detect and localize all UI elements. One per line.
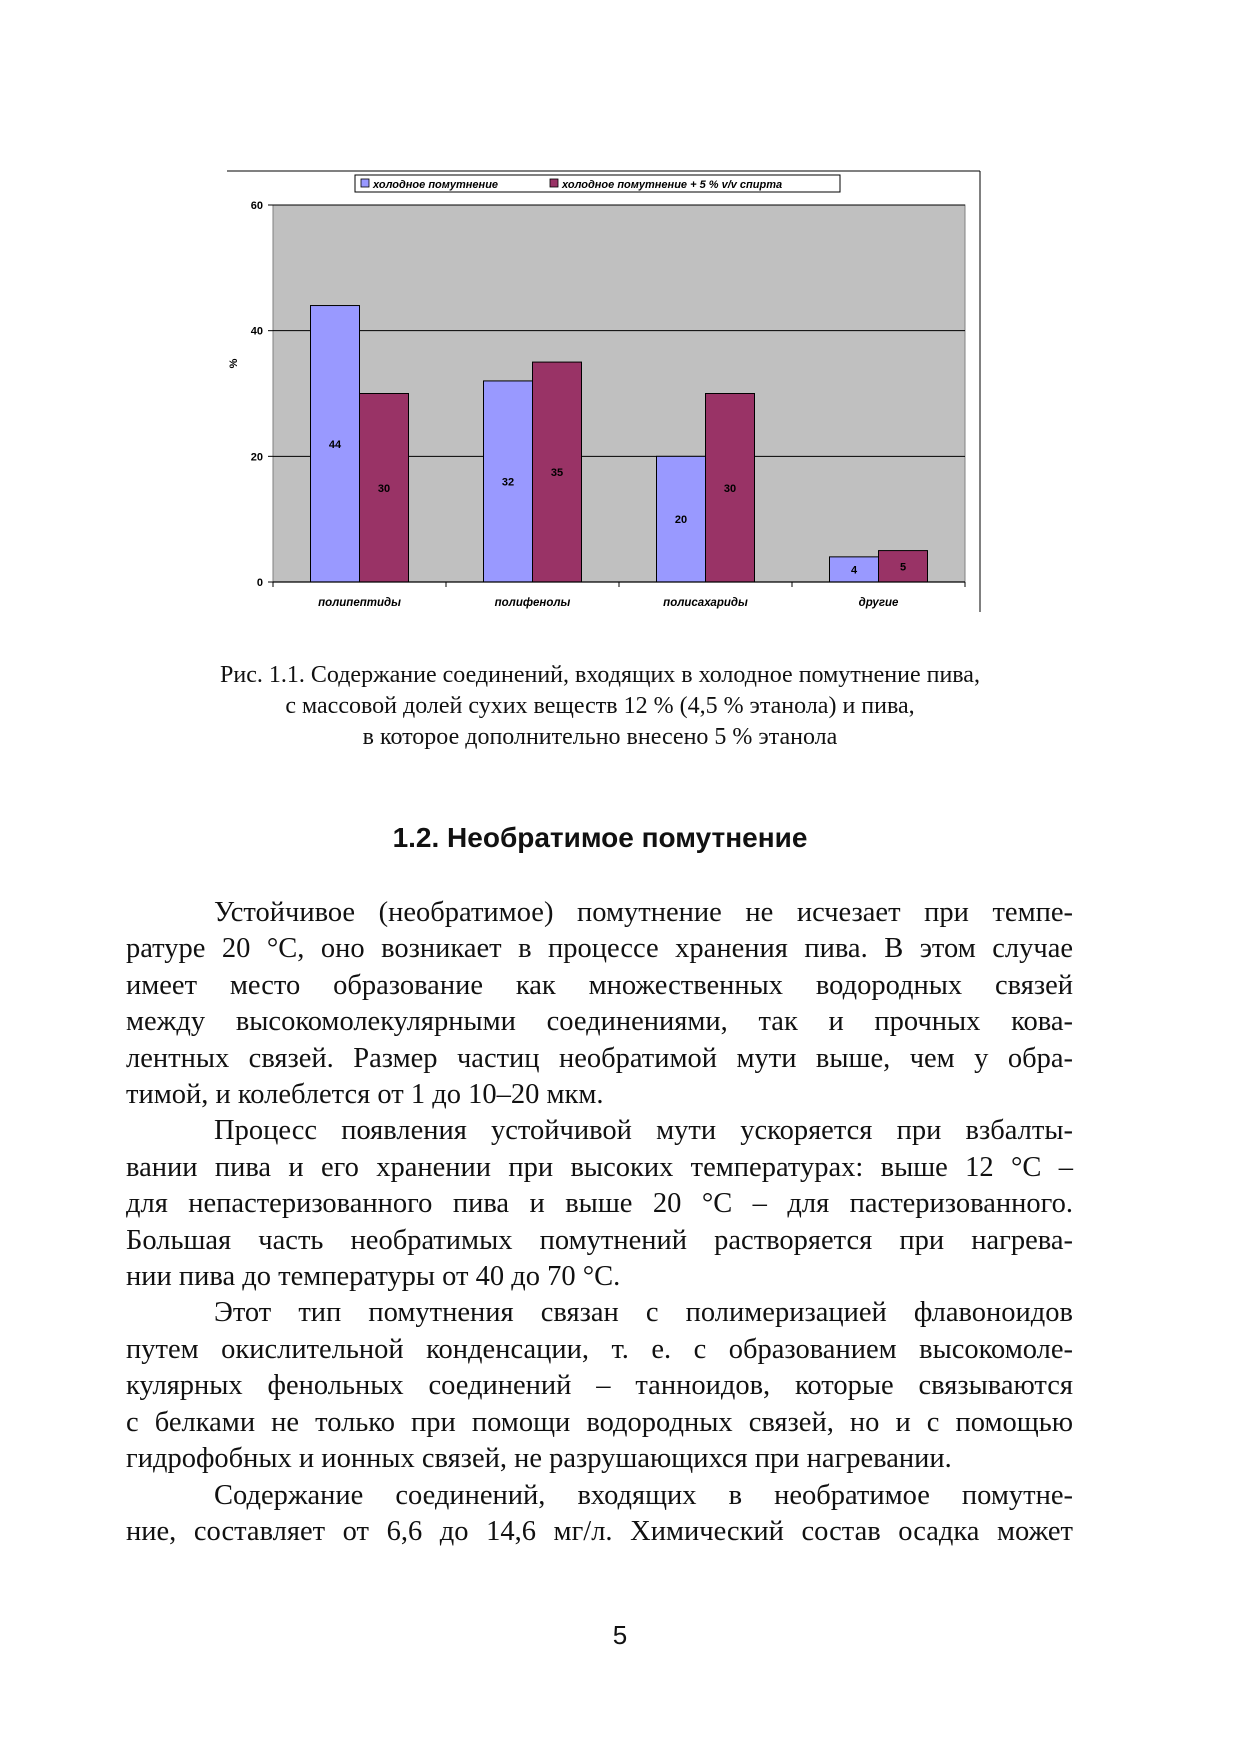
section-heading: 1.2. Необратимое помутнение (392, 822, 808, 853)
data-label: 44 (328, 438, 342, 451)
page-number: 5 (612, 1620, 628, 1650)
body-text (126, 895, 1073, 1550)
y-tick-label: 0 (256, 577, 263, 589)
legend-swatch (361, 179, 369, 187)
y-tick-label: 20 (250, 451, 263, 464)
text-line: тимой, и колеблется от 1 до 10–20 мкм. (126, 1079, 604, 1111)
data-label: 35 (550, 467, 564, 480)
y-tick-label: 60 (250, 200, 263, 212)
caption-line: в которое дополнительно внесено 5 % этанола (362, 724, 838, 750)
text-line: Содержание соединений, входящих в необратимое помутне- (214, 1479, 1073, 1511)
text-line: для непастеризованного пива и выше 20 °С – для пастеризованного. (126, 1188, 1073, 1220)
text-line: Устойчивое (необратимое) помутнение не исчезает при темпе- (214, 897, 1073, 928)
text-line: кулярных фенольных соединений – танноидов, которые связываются (126, 1370, 1073, 1402)
paragraph (126, 1113, 1073, 1295)
x-tick-label: полифенолы (494, 597, 571, 609)
text-line: лентных связей. Размер частиц необратимой мути выше, чем у обра- (126, 1042, 1073, 1074)
legend-swatch (550, 179, 558, 187)
caption-line: с массовой долей сухих веществ 12 % (4,5 % этанола) и пива, (285, 693, 915, 719)
text-line: с белками не только при помощи водородных связей, но и с помощью (126, 1406, 1073, 1438)
data-label: 30 (377, 482, 391, 495)
x-tick-label: другие (858, 597, 899, 609)
text-line: имеет место образование как множественных водородных связей (126, 969, 1073, 1001)
data-label: 30 (723, 482, 737, 495)
data-label: 32 (501, 476, 515, 489)
paragraph (126, 1478, 1073, 1551)
text-line: ратуре 20 °С, оно возникает в процессе хранения пива. В этом случае (126, 933, 1073, 965)
text-line: между высокомолекулярными соединениями, так и прочных кова- (126, 1006, 1073, 1038)
text-line: нии пива до температуры от 40 до 70 °С. (126, 1261, 621, 1293)
text-line: путем окислительной конденсации, т. е. с образованием высокомоле- (126, 1333, 1073, 1365)
caption-line: Рис. 1.1. Содержание соединений, входящих в холодное помутнение пива, (220, 662, 980, 688)
y-tick-label: 40 (250, 325, 263, 338)
paragraph (126, 1295, 1073, 1477)
paragraph (126, 895, 1073, 1113)
text-line: Большая часть необратимых помутнений растворяется при нагрева- (126, 1224, 1073, 1256)
text-line: вании пива и его хранении при высоких температурах: выше 12 °С – (126, 1151, 1073, 1183)
y-axis-label: % (228, 358, 240, 369)
x-tick-label: полипептиды (318, 597, 401, 609)
data-label: 20 (674, 514, 688, 527)
text-line: Процесс появления устойчивой мути ускоряется при взбалты- (214, 1115, 1073, 1147)
text-line: гидрофобных и ионных связей, не разрушающихся при нагревании. (126, 1443, 952, 1475)
text-line: Этот тип помутнения связан с полимеризацией флавоноидов (214, 1297, 1073, 1329)
legend-label: холодное помутнение (373, 179, 499, 191)
data-label: 4 (850, 564, 858, 577)
text-line: ние, составляет от 6,6 до 14,6 мг/л. Химический состав осадка может (126, 1515, 1073, 1547)
bar-chart (215, 165, 985, 620)
data-label: 5 (899, 561, 907, 574)
legend-label: холодное помутнение + 5 % v/v спирта (562, 179, 783, 191)
x-tick-label: полисахариды (663, 597, 748, 609)
figure-caption (130, 660, 1070, 753)
